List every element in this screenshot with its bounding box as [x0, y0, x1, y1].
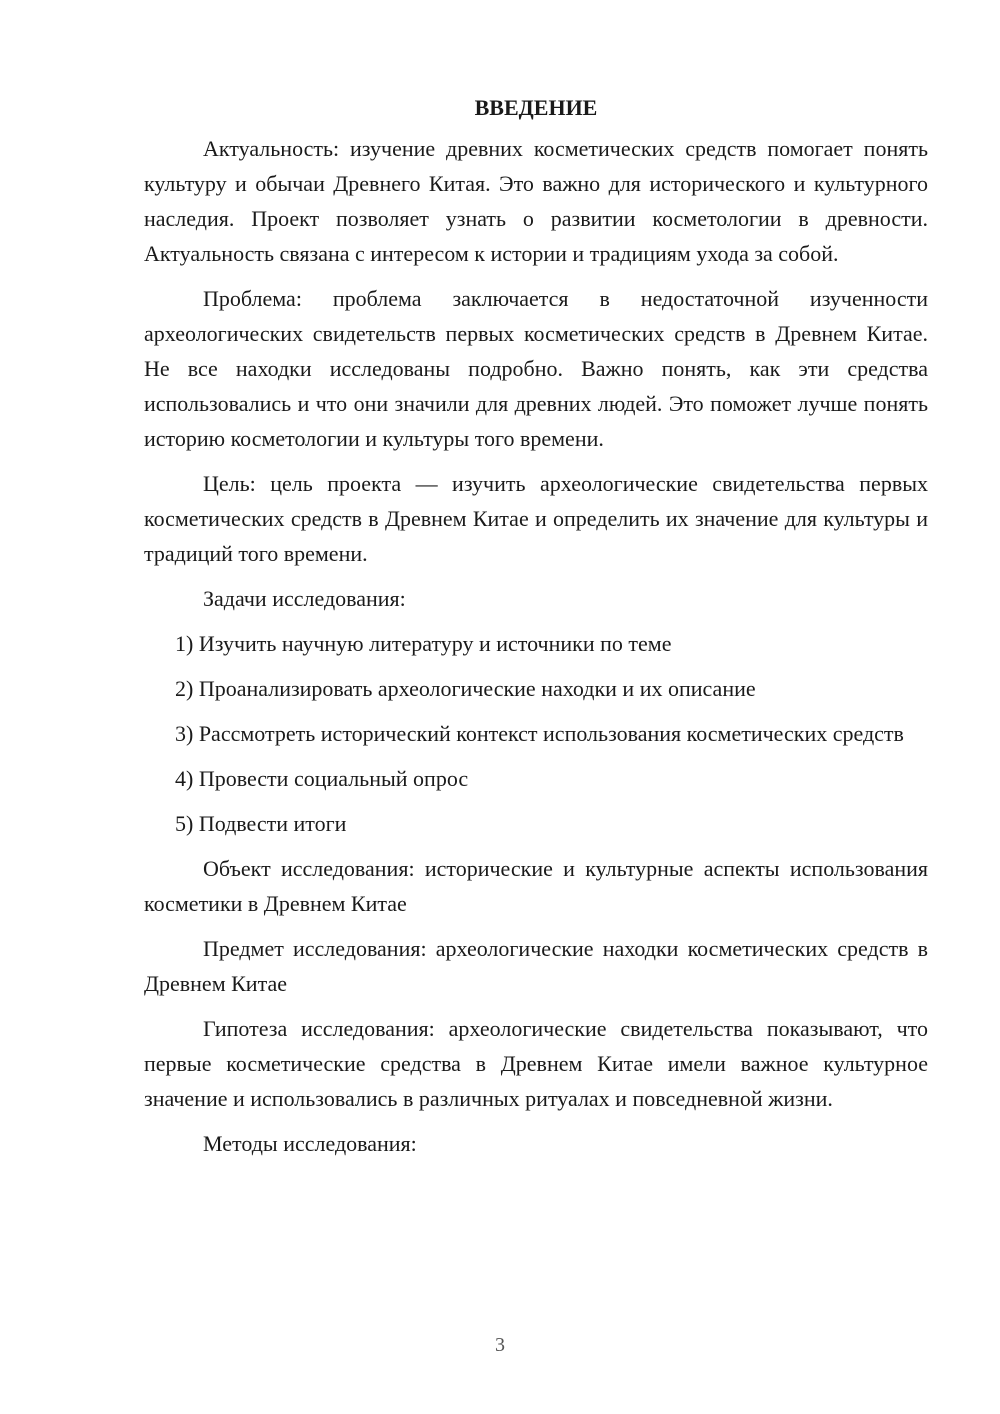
tasks-heading: Задачи исследования: — [203, 586, 406, 611]
object-paragraph: Объект исследования: исторические и культурные аспекты использования косметики в Древнем Китае — [144, 856, 928, 916]
goal-paragraph: Цель: цель проекта — изучить археологические свидетельства первых косметических средств в Древнем Китае и определить их значение для культуры и традиций того времени. — [144, 471, 928, 566]
task-item: 4) Провести социальный опрос — [175, 766, 469, 791]
document-page — [144, 90, 928, 1171]
page-number: 3 — [495, 1334, 505, 1356]
problem-paragraph: Проблема: проблема заключается в недостаточной изученности археологических свидетельств первых косметических средств в Древнем Китае. Не все находки исследованы подробно. Важно понять, как эти средства использовались и что они значили для древних людей. Это поможет лучше понять историю косметологии и культуры того времени. — [144, 286, 928, 451]
section-title: ВВЕДЕНИЕ — [474, 95, 598, 120]
methods-heading: Методы исследования: — [203, 1131, 417, 1156]
task-item: 5) Подвести итоги — [175, 811, 347, 836]
task-item: 1) Изучить научную литературу и источники по теме — [175, 631, 672, 656]
relevance-paragraph: Актуальность: изучение древних косметических средств помогает понять культуру и обычаи Древнего Китая. Это важно для исторического и культурного наследия. Проект позволяет узнать о развитии косметологии в древности. Актуальность связана с интересом к истории и традициям ухода за собой. — [144, 136, 928, 266]
hypothesis-paragraph: Гипотеза исследования: археологические свидетельства показывают, что первые косметические средства в Древнем Китае имели важное культурное значение и использовались в различных ритуалах и повседневной жизни. — [144, 1016, 928, 1111]
subject-paragraph: Предмет исследования: археологические находки косметических средств в Древнем Китае — [144, 936, 928, 996]
task-item: 2) Проанализировать археологические находки и их описание — [175, 676, 756, 701]
task-item: 3) Рассмотреть исторический контекст использования косметических средств — [175, 721, 904, 746]
